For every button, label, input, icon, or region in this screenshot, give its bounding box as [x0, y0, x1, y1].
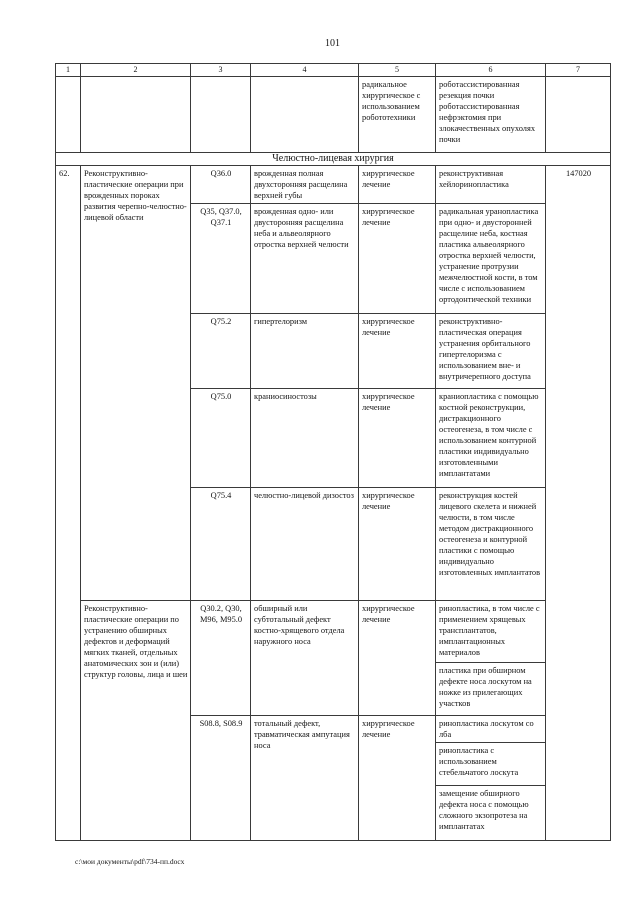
icd-code-cell: Q35, Q37.0, Q37.1 [191, 204, 251, 314]
page-number: 101 [325, 38, 340, 49]
treatment-type-cell: хирургическое лечение [359, 601, 436, 716]
method-text: роботассистированная нефрэктомия при злокачественных опухолях почки [439, 102, 536, 144]
method-cell: реконструкция костей лицевого скелета и нижней челюсти, в том числе методом дистракционного остеогенеза и контурной пластики с помощью индивидуально изготовленных имплантатов [436, 488, 546, 601]
column-number: 1 [56, 64, 81, 77]
column-number: 7 [546, 64, 611, 77]
treatment-type-cell: хирургическое лечение [359, 166, 436, 204]
empty-cell [56, 77, 81, 153]
treatment-type-cell: хирургическое лечение [359, 389, 436, 488]
patient-model-cell: обширный или субтотальный дефект костно-хрящевого отдела наружного носа [251, 601, 359, 716]
method-cell: ринопластика, в том числе с применением хрящевых трансплантатов, имплантационных материалов [436, 601, 546, 663]
empty-cell [191, 77, 251, 153]
icd-code-cell: Q30.2, Q30, M96, M95.0 [191, 601, 251, 716]
group-number: 62. [56, 166, 81, 841]
patient-model-cell: краниосиностозы [251, 389, 359, 488]
method-cell: радикальная уранопластика при одно- и двусторонней расщелине неба, костная пластика альвеолярного отростка верхней челюсти, устранение протрузии межчелюстной кости, в том числе с использованием ортодонтической техники [436, 204, 546, 314]
icd-code-cell: Q75.2 [191, 314, 251, 389]
methods-cell [436, 77, 546, 153]
group-code: 147020 [546, 166, 611, 841]
column-number: 2 [81, 64, 191, 77]
empty-cell [546, 77, 611, 153]
method-cell: реконструктивная хейлоринопластика [436, 166, 546, 204]
treatment-type-cell: хирургическое лечение [359, 488, 436, 601]
method-cell: реконструктивно-пластическая операция устранения орбитального гипертелоризма с использованием вне- и внутричерепного доступа [436, 314, 546, 389]
continuation-row [56, 77, 611, 153]
method-cell: ринопластика лоскутом со лба [436, 716, 546, 743]
method-cell: пластика при обширном дефекте носа лоскутом на ножке из прилегающих участков [436, 663, 546, 716]
method-cell: замещение обширного дефекта носа с помощью сложного экзопротеза на имплантатах [436, 786, 546, 841]
treatment-type-cell: хирургическое лечение [359, 716, 436, 841]
icd-code-cell: S08.8, S08.9 [191, 716, 251, 841]
method-cell: краниопластика с помощью костной реконструкции, дистракционного остеогенеза, в том числе с использованием контурной пластики индивидуально изготовленными имплантатами [436, 389, 546, 488]
patient-model-cell: тотальный дефект, травматическая ампутация носа [251, 716, 359, 841]
method-text: роботассистированная резекция почки [439, 80, 520, 100]
column-number: 5 [359, 64, 436, 77]
table-row [56, 601, 611, 663]
column-number: 4 [251, 64, 359, 77]
subgroup-name: Реконструктивно-пластические операции по устранению обширных дефектов и деформаций мягких тканей, отдельных анатомических зон и (или) структур головы, лица и шеи [81, 601, 191, 841]
subgroup-name: Реконструктивно-пластические операции при врожденных пороках развития черепно-челюстно-лицевой области [81, 166, 191, 601]
section-title: Челюстно-лицевая хирургия [56, 153, 611, 166]
column-number-row [56, 64, 611, 77]
footer-file-path: c:\мои документы\pdf\734-пп.docx [75, 857, 185, 866]
patient-model-cell: гипертелоризм [251, 314, 359, 389]
method-cell: ринопластика с использованием стебельчатого лоскута [436, 743, 546, 786]
treatment-table [55, 63, 611, 841]
patient-model-cell: челюстно-лицевой дизостоз [251, 488, 359, 601]
empty-cell [251, 77, 359, 153]
icd-code-cell: Q75.4 [191, 488, 251, 601]
patient-model-cell: врожденная одно- или двусторонняя расщелина неба и альвеолярного отростка верхней челюсти [251, 204, 359, 314]
treatment-type-cell: радикальное хирургическое с использованием робототехники [359, 77, 436, 153]
icd-code-cell: Q36.0 [191, 166, 251, 204]
column-number: 6 [436, 64, 546, 77]
table-row [56, 166, 611, 204]
icd-code-cell: Q75.0 [191, 389, 251, 488]
empty-cell [81, 77, 191, 153]
treatment-type-cell: хирургическое лечение [359, 314, 436, 389]
section-row [56, 153, 611, 166]
column-number: 3 [191, 64, 251, 77]
patient-model-cell: врожденная полная двухсторонняя расщелина верхней губы [251, 166, 359, 204]
treatment-type-cell: хирургическое лечение [359, 204, 436, 314]
